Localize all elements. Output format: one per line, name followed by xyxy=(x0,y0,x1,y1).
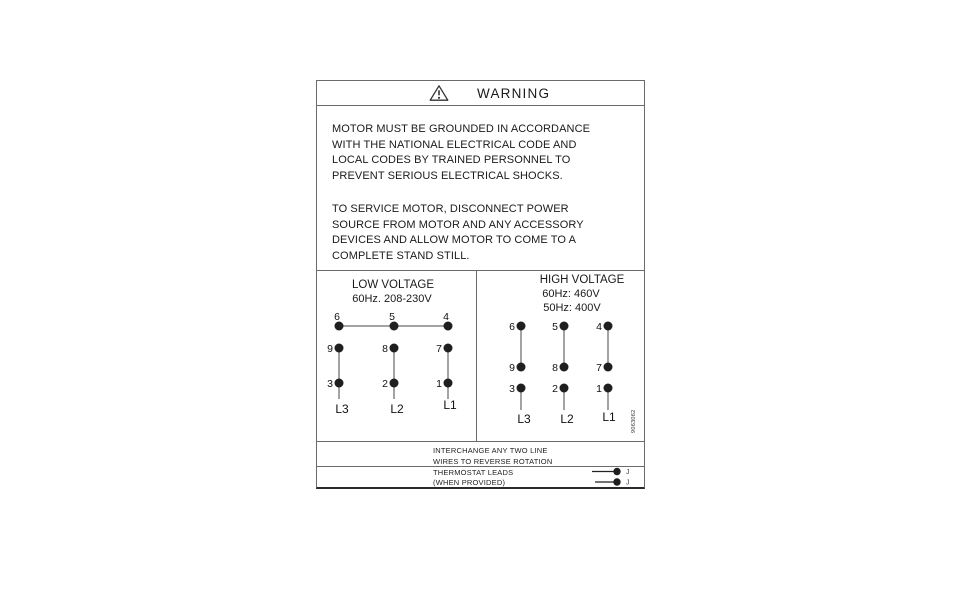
terminal-number: 2 xyxy=(382,378,388,390)
high-voltage-title: HIGH VOLTAGE xyxy=(539,274,625,286)
terminal-dot-1 xyxy=(444,379,453,388)
voltage-diagrams-section xyxy=(317,271,644,442)
terminal-dot-2 xyxy=(560,384,569,393)
low-voltage-title: LOW VOLTAGE xyxy=(351,279,435,291)
terminal-dot-2 xyxy=(390,379,399,388)
high-voltage-subtitle-60hz: 60Hz: 460V xyxy=(542,288,600,300)
warning-title: WARNING xyxy=(477,86,551,101)
text-line: WITH THE NATIONAL ELECTRICAL CODE AND xyxy=(332,138,577,151)
terminal-number: 1 xyxy=(596,383,602,395)
terminal-number: 8 xyxy=(382,343,388,355)
terminal-number: 8 xyxy=(552,362,558,374)
text-line: SOURCE FROM MOTOR AND ANY ACCESSORY xyxy=(332,218,584,231)
terminal-number: 9 xyxy=(327,343,333,355)
text-line: DEVICES AND ALLOW MOTOR TO COME TO A xyxy=(332,234,577,247)
warning-triangle-icon xyxy=(429,84,449,102)
terminal-number: 3 xyxy=(327,378,333,390)
terminal-number: 6 xyxy=(334,311,340,323)
low-voltage-wiring-diagram xyxy=(317,271,476,441)
low-voltage-panel xyxy=(317,271,477,441)
text-line: LOCAL CODES BY TRAINED PERSONNEL TO xyxy=(332,154,571,167)
exclamation-dot xyxy=(438,97,440,99)
thermostat-leads-graphic xyxy=(317,467,643,487)
rotation-note-line2: WIRES TO REVERSE ROTATION xyxy=(433,457,553,466)
high-voltage-wiring-diagram xyxy=(477,271,644,441)
terminal-number: 6 xyxy=(509,321,515,333)
terminal-number: 5 xyxy=(389,311,395,323)
high-voltage-subtitle-50hz: 50Hz: 400V xyxy=(543,302,601,314)
terminal-dot-5 xyxy=(560,322,569,331)
text-line: PREVENT SERIOUS ELECTRICAL SHOCKS. xyxy=(332,170,563,183)
terminal-dot-9 xyxy=(335,344,344,353)
text-line: TO SERVICE MOTOR, DISCONNECT POWER xyxy=(332,202,569,215)
line-label-l2: L2 xyxy=(560,412,574,426)
grounding-paragraph xyxy=(332,122,644,185)
thermostat-note xyxy=(317,467,644,487)
thermostat-note-line1: THERMOSTAT LEADS xyxy=(433,468,514,477)
terminal-number: 4 xyxy=(596,321,602,333)
text-line: MOTOR MUST BE GROUNDED IN ACCORDANCE xyxy=(332,123,591,135)
lead-dot xyxy=(613,478,620,485)
high-voltage-panel xyxy=(477,271,644,441)
line-label-l3: L3 xyxy=(517,412,531,426)
terminal-dot-1 xyxy=(604,384,613,393)
service-paragraph xyxy=(332,202,644,265)
terminal-dot-7 xyxy=(604,363,613,372)
terminal-number: 4 xyxy=(443,311,449,323)
terminal-number: 3 xyxy=(509,383,515,395)
terminal-dot-9 xyxy=(517,363,526,372)
terminal-dot-4 xyxy=(604,322,613,331)
warning-header xyxy=(317,81,644,106)
terminal-dot-6 xyxy=(517,322,526,331)
line-label-l3: L3 xyxy=(335,402,349,416)
part-number: 9063062 xyxy=(631,409,637,433)
terminal-dot-3 xyxy=(335,379,344,388)
thermostat-note-line2: (WHEN PROVIDED) xyxy=(433,478,506,487)
terminal-dot-8 xyxy=(390,344,399,353)
terminal-dot-7 xyxy=(444,344,453,353)
terminal-number: 2 xyxy=(552,383,558,395)
text-line: COMPLETE STAND STILL. xyxy=(332,249,470,262)
terminal-number: 7 xyxy=(436,343,442,355)
terminal-dot-3 xyxy=(517,384,526,393)
warning-text-section xyxy=(317,106,644,271)
lead-label: J xyxy=(626,469,630,476)
rotation-note xyxy=(317,442,644,467)
terminal-number: 7 xyxy=(596,362,602,374)
terminal-number: 5 xyxy=(552,321,558,333)
line-label-l1: L1 xyxy=(602,410,616,424)
terminal-number: 1 xyxy=(436,378,442,390)
motor-warning-label xyxy=(316,80,645,489)
rotation-note-line1: INTERCHANGE ANY TWO LINE xyxy=(433,446,548,455)
terminal-dot-8 xyxy=(560,363,569,372)
low-voltage-subtitle: 60Hz. 208-230V xyxy=(352,293,432,305)
line-label-l1: L1 xyxy=(443,398,457,412)
lead-label: J xyxy=(626,479,630,487)
lead-dot xyxy=(613,468,620,475)
terminal-number: 9 xyxy=(509,362,515,374)
line-label-l2: L2 xyxy=(390,402,404,416)
